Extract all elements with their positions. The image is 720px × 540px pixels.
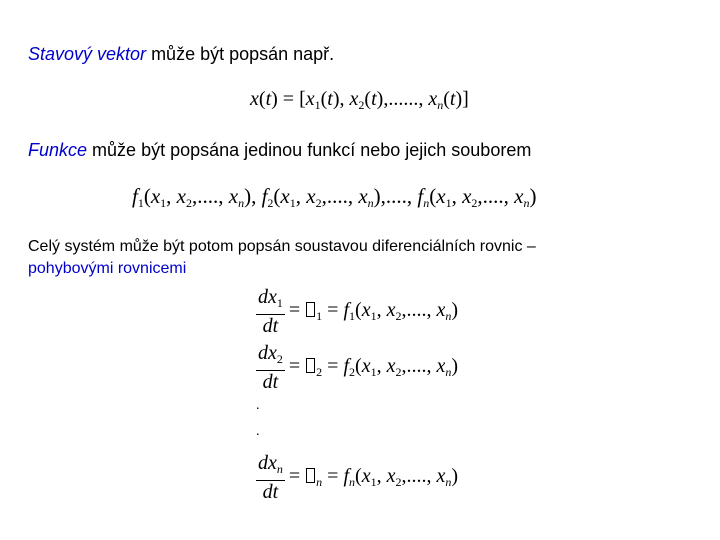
system-line (28, 236, 536, 280)
function-text: může být popsána jedinou funkcí nebo jejich souborem (92, 140, 532, 160)
ellipsis-dot-2: . (256, 424, 260, 439)
equation-1: $\frac{dx_1}{dt}$ = $_1 = f_1(x_1$, $x_2$,...., $x_n$) (258, 286, 459, 337)
equation-n: $\frac{dx_n}{dt}$ = $_n = f_n(x_1$, $x_2$,...., $x_n$) (258, 452, 459, 503)
state-vector-text: může být popsán např. (151, 44, 335, 64)
function-term: Funkce (28, 140, 88, 160)
state-vector-term: Stavový vektor (28, 44, 147, 64)
equations-of-motion-term: pohybovými rovnicemi (28, 260, 187, 277)
state-vector-line (28, 44, 334, 65)
system-text: Celý systém může být potom popsán soustavou diferenciálních rovnic – (28, 238, 536, 255)
function-line (28, 140, 531, 161)
functions-formula: $f_1(x_1$, $x_2$,...., $x_n$), $f_2(x_1$, $x_2$,...., $x_n$),...., $f_n(x_1$, $x_2$,...., $x_n$) (132, 184, 537, 210)
ellipsis-dot-1: . (256, 398, 260, 413)
equation-2: $\frac{dx_2}{dt}$ = $_2 = f_2(x_1$, $x_2$,...., $x_n$) (258, 342, 459, 393)
state-vector-formula: $x(t) = [x_1(t)$, $x_2(t)$,......, $x_n(t)$] (250, 88, 469, 112)
